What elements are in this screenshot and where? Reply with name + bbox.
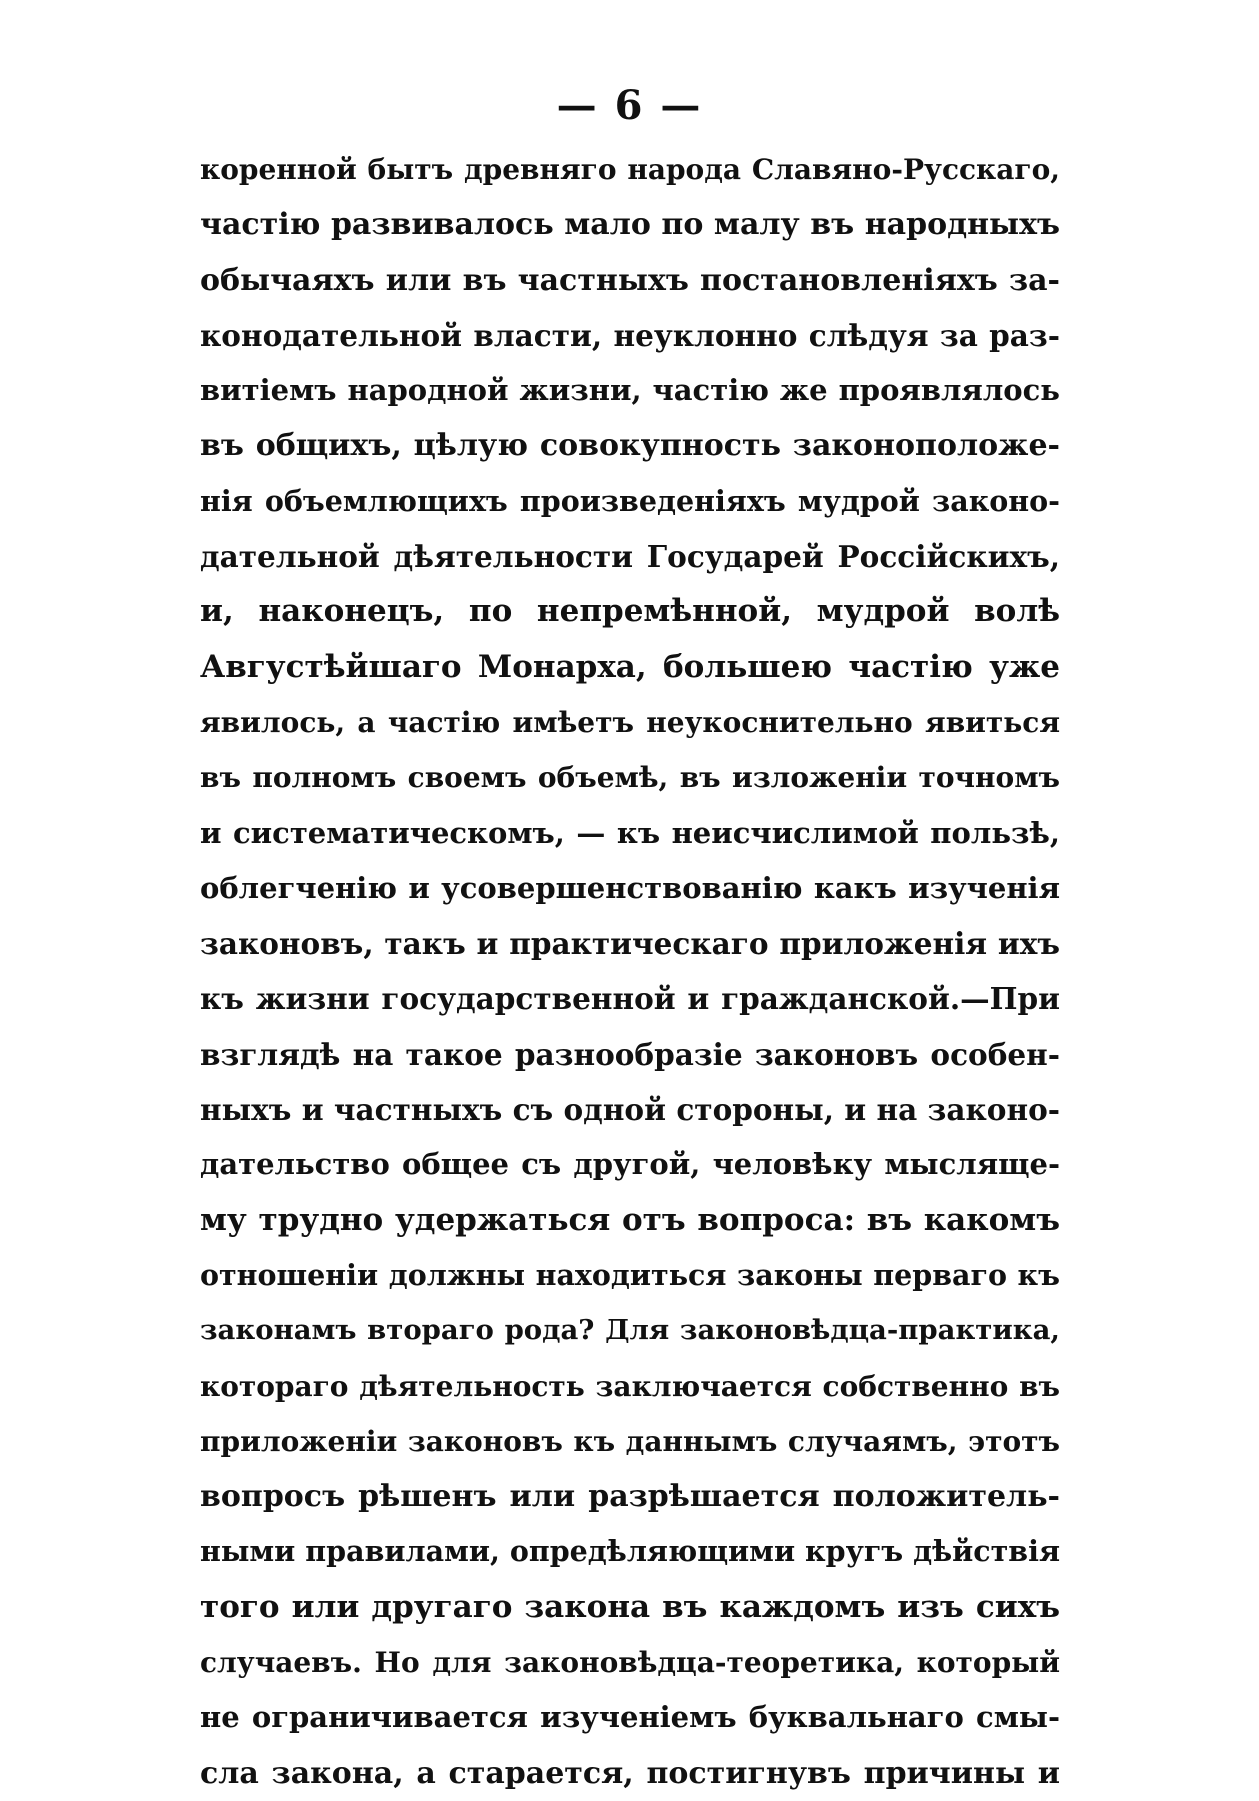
text-line: случаевъ. Но для законовѣдца-теоретика, который [200, 1646, 1060, 1680]
text-line: Августѣйшаго Монарха, большею частію уже [200, 648, 1060, 685]
text-line: обычаяхъ или въ частныхъ постановленіяхъ за- [200, 262, 1060, 298]
text-line: сла закона, а старается, постигнувъ причины и [200, 1755, 1060, 1791]
text-line: къ жизни государственной и гражданской.—При [200, 981, 1060, 1017]
text-line: того или другаго закона въ каждомъ изъ сихъ [200, 1588, 1060, 1625]
text-line: ными правилами, опредѣляющими кругъ дѣйствія [200, 1534, 1060, 1569]
text-line: и, наконецъ, по непремѣнной, мудрой волѣ [200, 593, 1060, 630]
text-line: частію развивалось мало по малу въ народныхъ [200, 207, 1060, 243]
text-line: котораго дѣятельность заключается собственно въ [200, 1369, 1060, 1403]
text-line: вопросъ рѣшенъ или разрѣшается положитель- [200, 1479, 1060, 1515]
text-line: не ограничивается изученіемъ буквальнаго смы- [200, 1700, 1060, 1735]
text-line: взглядѣ на такое разнообразіе законовъ особен- [200, 1036, 1060, 1072]
text-line: нія объемлющихъ произведеніяхъ мудрой законо- [200, 483, 1060, 518]
text-line: облегченію и усовершенствованію какъ изученія [200, 870, 1060, 905]
text-line: въ полномъ своемъ объемѣ, въ изложеніи точномъ [200, 761, 1060, 795]
text-line: и систематическомъ, — къ неисчислимой пользѣ, [200, 815, 1060, 850]
text-line: въ общихъ, цѣлую совокупность законоположе- [200, 428, 1060, 464]
text-line: приложеніи законовъ къ даннымъ случаямъ, этотъ [200, 1424, 1060, 1458]
text-line: дательной дѣятельности Государей Россійскихъ, [200, 539, 1060, 575]
text-line: явилось, а частію имѣетъ неукоснительно явиться [200, 705, 1060, 739]
text-line: отношеніи должны находиться законы перваго къ [200, 1257, 1060, 1292]
page-number: — 6 — [556, 82, 703, 129]
text-line: конодательной власти, неуклонно слѣдуя за раз- [200, 317, 1060, 353]
text-line: законамъ втораго рода? Для законовѣдца-практика, [200, 1314, 1060, 1347]
text-line: дательство общее съ другой, человѣку мысляще- [200, 1147, 1060, 1182]
text-line: коренной бытъ древняго народа Славяно-Русскаго, [200, 153, 1060, 186]
text-line: витіемъ народной жизни, частію же проявлялось [200, 373, 1060, 408]
text-line: ныхъ и частныхъ съ одной стороны, и на законо- [200, 1092, 1060, 1128]
text-line: законовъ, такъ и практическаго приложенія ихъ [200, 926, 1060, 962]
text-line: му трудно удержаться отъ вопроса: въ какомъ [200, 1201, 1060, 1238]
body-text [200, 142, 1060, 1801]
